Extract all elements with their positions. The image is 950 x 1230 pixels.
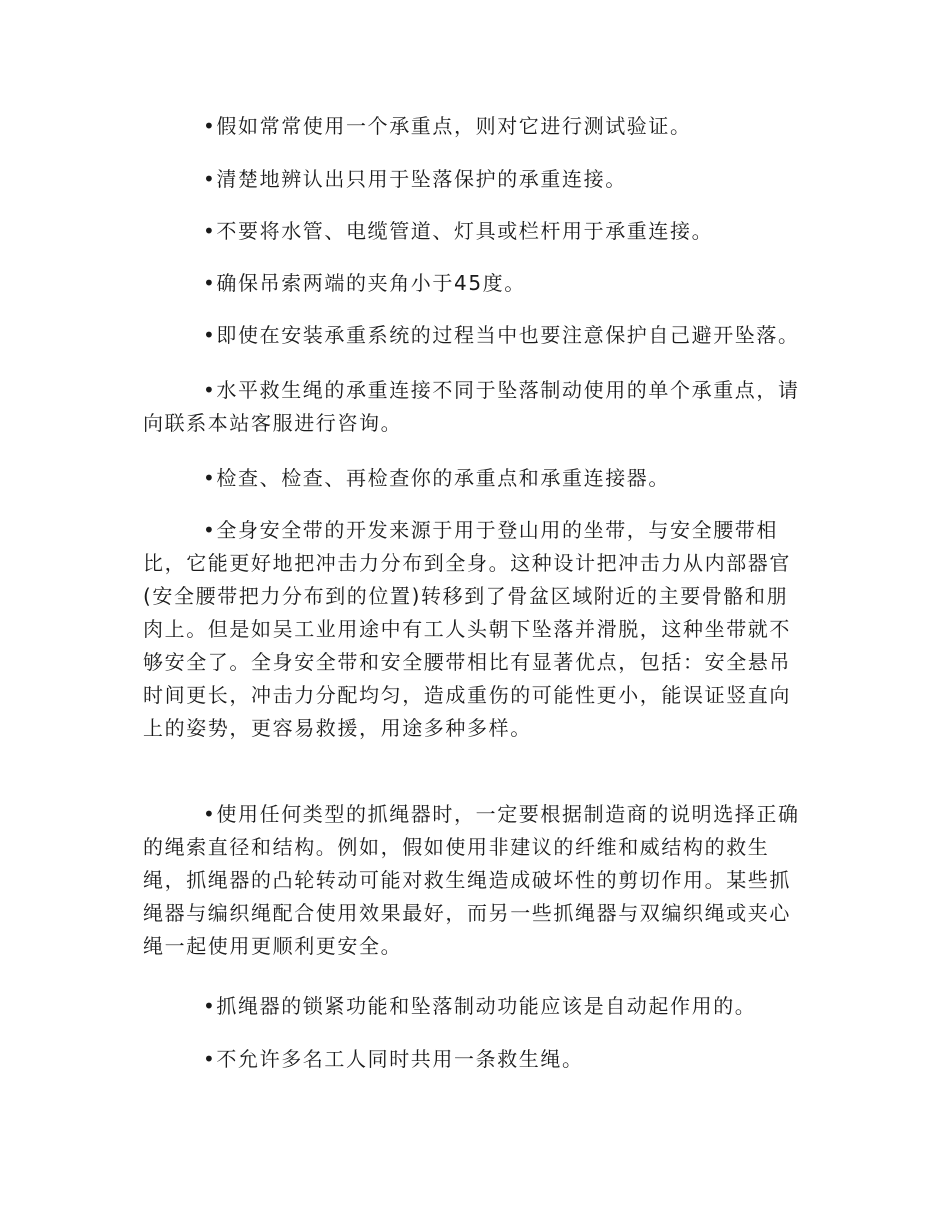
paragraph-7: •检查、检查、再检查你的承重点和承重连接器。 xyxy=(203,466,670,490)
paragraph-6: •水平救生绳的承重连接不同于坠落制动使用的单个承重点，请向联系本站客服进行咨询。 xyxy=(143,378,800,435)
paragraph-8: •全身安全带的开发来源于用于登山用的坐带，与安全腰带相比，它能更好地把冲击力分布到全身。这种设计把冲击力从内部器官(安全腰带把力分布到的位置)转移到了骨盆区域附近的主要骨骼和朋肉上。但是如吴工业用途中有工人头朝下坠落并滑脱，这种坐带就不够安全了。全身安全带和安全腰带相比有显著优点，包括：安全悬吊时间更长，冲击力分配均匀，造成重伤的可能性更小，能误证竖直向上的姿势，更容易救援，用途多种多样。 xyxy=(143,518,791,740)
paragraph-9: •使用任何类型的抓绳器时，一定要根据制造商的说明选择正确的绳索直径和结构。例如，假如使用非建议的纤维和威结构的救生绳，抓绳器的凸轮转动可能对救生绳造成破坏性的剪切作用。某些抓绳器与编织绳配合使用效果最好，而另一些抓绳器与双编织绳或夹心绳一起使用更顺利更安全。 xyxy=(143,802,800,958)
paragraph-10: •抓绳器的锁紧功能和坠落制动功能应该是自动起作用的。 xyxy=(203,994,757,1018)
paragraph-1: •假如常常使用一个承重点，则对它进行测试验证。 xyxy=(203,114,692,138)
paragraph-4: •确保吊索两端的夹角小于45度。 xyxy=(203,271,526,295)
paragraph-3: •不要将水管、电缆管道、灯具或栏杆用于承重连接。 xyxy=(203,219,714,243)
paragraph-11: •不允许多名工人同时共用一条救生绳。 xyxy=(203,1047,584,1071)
paragraph-5: •即使在安装承重系统的过程当中也要注意保护自己避开坠落。 xyxy=(203,323,800,347)
paragraph-2: •清楚地辨认出只用于坠落保护的承重连接。 xyxy=(203,167,627,191)
